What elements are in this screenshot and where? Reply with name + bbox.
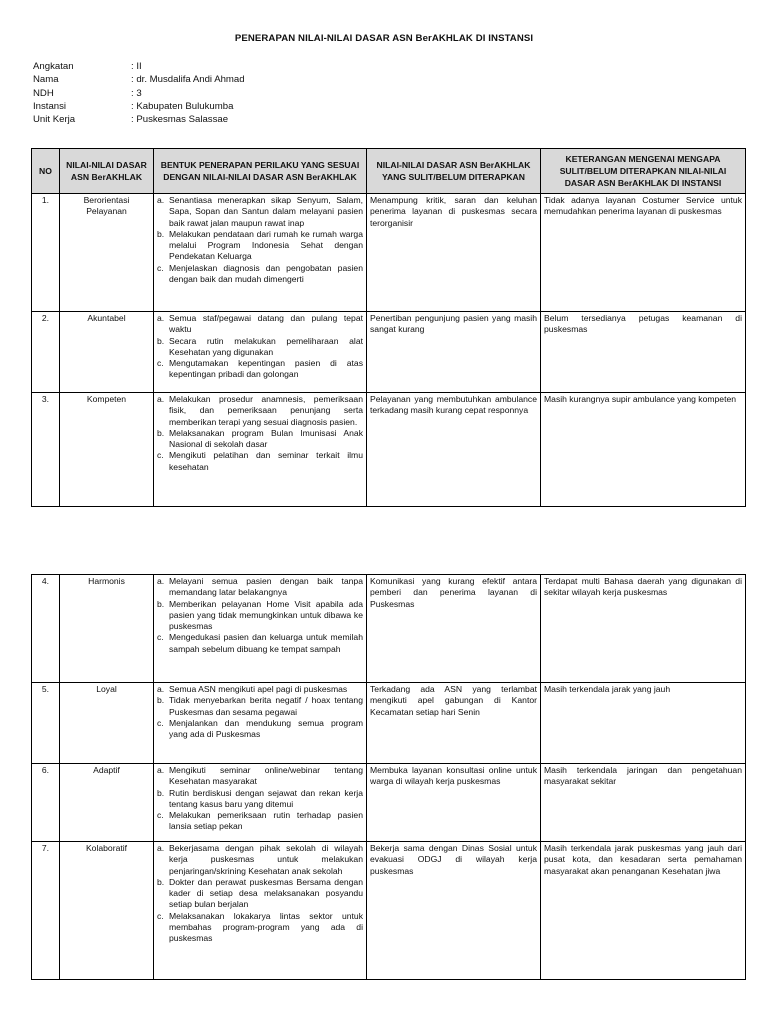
row-number: 2. (32, 312, 60, 393)
info-value: : Kabupaten Bulukumba (131, 100, 234, 112)
table-row (32, 312, 746, 393)
row-keterangan: Tidak adanya layanan Costumer Service untuk memudahkan penerima layanan di puskesmas (541, 194, 746, 312)
row-keterangan: Masih terkendala jarak yang jauh (541, 683, 746, 764)
info-value: : II (131, 61, 142, 72)
list-item (157, 336, 363, 359)
row-bentuk-list (154, 194, 367, 312)
list-text: Tidak menyebarkan berita negatif / hoax tentang Puskesmas dan sesama pegawai (169, 695, 363, 717)
list-item (157, 195, 363, 229)
row-keterangan: Masih terkendala jarak puskesmas yang jauh dari pusat kota, dan kesadaran serta pemahaman masyarakat akan penanganan Kesehatan jiwa (541, 842, 746, 980)
bentuk-list (157, 684, 363, 740)
list-item (157, 843, 363, 877)
header-no: NO (32, 149, 60, 194)
list-marker: c. (157, 810, 164, 821)
row-number: 3. (32, 393, 60, 507)
bentuk-list (157, 576, 363, 655)
list-item (157, 263, 363, 286)
bentuk-list (157, 394, 363, 473)
list-text: Melaksanakan lokakarya lintas sektor untuk membahas program-program yang ada di puskesmas (169, 910, 363, 944)
list-text: Menjelaskan diagnosis dan pengobatan pasien dengan baik dan mudah dimengerti (169, 262, 363, 285)
bentuk-list (157, 843, 363, 945)
page-title: PENERAPAN NILAI-NILAI DASAR ASN BerAKHLAK DI INSTANSI (234, 33, 534, 44)
list-item (157, 911, 363, 945)
row-keterangan: Masih terkendala jaringan dan pengetahuan masyarakat sekitar (541, 764, 746, 842)
list-text: Semua staf/pegawai datang dan pulang tepat waktu (169, 313, 363, 335)
info-label: Unit Kerja (33, 114, 76, 126)
list-marker: b. (157, 787, 165, 798)
info-row-nama (33, 73, 245, 86)
list-marker: c. (157, 358, 164, 369)
list-text: Mengikuti seminar online/webinar tentang Kesehatan masyarakat (169, 765, 363, 787)
list-marker: b. (157, 598, 165, 609)
table-body (32, 575, 746, 980)
row-bentuk-list (154, 575, 367, 683)
info-label: NDH (33, 87, 54, 99)
list-marker: a. (157, 313, 165, 323)
row-sulit: Terkadang ada ASN yang terlambat mengikuti apel gabungan di Kantor Kecamatan setiap hari Senin (367, 683, 541, 764)
row-number: 4. (32, 575, 60, 683)
row-number: 1. (32, 194, 60, 312)
list-marker: b. (157, 695, 165, 706)
list-text: Semua ASN mengikuti apel pagi di puskesmas (169, 684, 348, 694)
row-nilai: Adaptif (60, 764, 154, 842)
list-item (157, 229, 363, 263)
table-row (32, 575, 746, 683)
row-sulit: Penertiban pengunjung pasien yang masih sangat kurang (367, 312, 541, 393)
list-item (157, 810, 363, 833)
list-item (157, 632, 363, 655)
row-nilai: Kompeten (60, 393, 154, 507)
list-marker: a. (157, 394, 165, 404)
list-text: Secara rutin melakukan pemeliharaan alat Kesehatan yang digunakan (169, 335, 363, 357)
list-text: Dokter dan perawat puskesmas Bersama dengan kader di setiap desa melaksanakan posyandu setiap bulan berjalan (169, 876, 363, 910)
list-text: Rutin berdiskusi dengan sejawat dan rekan kerja tentang kasus baru yang ditemui (169, 787, 363, 809)
values-table-page-1 (31, 148, 746, 507)
list-marker: c. (157, 632, 164, 643)
info-label: Instansi (33, 100, 67, 112)
row-number: 7. (32, 842, 60, 980)
bentuk-list (157, 765, 363, 833)
header-nilai: NILAI-NILAI DASAR ASN BerAKHLAK (60, 149, 154, 194)
list-text: Melayani semua pasien dengan baik tanpa memandang latar belakangnya (169, 576, 363, 598)
list-marker: a. (157, 684, 165, 694)
header-keterangan: KETERANGAN MENGENAI MENGAPA SULIT/BELUM DITERAPKAN NILAI-NILAI DASAR ASN BerAKHLAK DI INSTANSI (541, 149, 746, 194)
row-sulit: Komunikasi yang kurang efektif antara pemberi dan penerima layanan di Puskesmas (367, 575, 541, 683)
info-row-instansi (33, 100, 245, 113)
list-marker: c. (157, 910, 164, 921)
table-row (32, 764, 746, 842)
list-marker: b. (157, 335, 165, 346)
list-item (157, 684, 363, 695)
list-text: Menjalankan dan mendukung semua program yang ada di Puskesmas (169, 717, 363, 740)
list-text: Bekerjasama dengan pihak sekolah di wilayah kerja puskesmas untuk melakukan penjaringan/skrining Kesehatan anak sekolah (169, 843, 363, 876)
list-text: Melakukan prosedur anamnesis, pemeriksaan fisik, dan pemeriksaan penunjang serta memberikan terapi yang sesuai diagnosis pasien. (169, 394, 363, 427)
list-item (157, 428, 363, 451)
list-marker: a. (157, 765, 165, 775)
values-table-page-2 (31, 574, 746, 980)
row-nilai: Berorientasi Pelayanan (60, 194, 154, 312)
info-row-ndh (33, 87, 245, 100)
list-text: Memberikan pelayanan Home Visit apabila ada pasien yang tidak memungkinkan untuk dibawa ke puskesmas (169, 598, 363, 632)
list-marker: a. (157, 576, 165, 586)
list-item (157, 765, 363, 788)
row-nilai: Loyal (60, 683, 154, 764)
identity-block (33, 60, 245, 126)
list-item (157, 313, 363, 336)
list-text: Melaksanakan program Bulan Imunisasi Anak Nasional di sekolah dasar (169, 427, 363, 450)
list-text: Melakukan pemeriksaan rutin terhadap pasien lansia setiap pekan (169, 810, 363, 832)
table-body (32, 194, 746, 507)
list-marker: c. (157, 262, 164, 273)
row-sulit: Menampung kritik, saran dan keluhan penerima layanan di puskesmas secara terorganisir (367, 194, 541, 312)
list-item (157, 788, 363, 811)
row-bentuk-list (154, 393, 367, 507)
table-row (32, 194, 746, 312)
info-row-angkatan (33, 60, 245, 73)
info-row-unit-kerja (33, 113, 245, 126)
list-marker: b. (157, 427, 165, 438)
header-bentuk: BENTUK PENERAPAN PERILAKU YANG SESUAI DENGAN NILAI-NILAI DASAR ASN BerAKHLAK (154, 149, 367, 194)
row-bentuk-list (154, 683, 367, 764)
list-marker: a. (157, 195, 165, 205)
list-marker: c. (157, 450, 164, 461)
row-number: 5. (32, 683, 60, 764)
info-value: : 3 (131, 87, 142, 99)
list-marker: b. (157, 228, 165, 239)
list-item (157, 450, 363, 473)
list-text: Senantiasa menerapkan sikap Senyum, Salam, Sapa, Sopan dan Santun dalam melayani pasien baik rawat jalan maupun rawat inap (169, 195, 363, 228)
header-sulit: NILAI-NILAI DASAR ASN BerAKHLAK YANG SULIT/BELUM DITERAPKAN (367, 149, 541, 194)
list-item (157, 394, 363, 428)
table-row (32, 842, 746, 980)
list-item (157, 358, 363, 381)
row-sulit: Pelayanan yang membutuhkan ambulance terkadang masih kurang cepat responnya (367, 393, 541, 507)
bentuk-list (157, 195, 363, 285)
list-marker: a. (157, 843, 165, 853)
list-item (157, 576, 363, 599)
bentuk-list (157, 313, 363, 381)
row-nilai: Akuntabel (60, 312, 154, 393)
row-sulit: Membuka layanan konsultasi online untuk warga di wilayah kerja puskesmas (367, 764, 541, 842)
list-marker: b. (157, 876, 165, 887)
list-item (157, 718, 363, 741)
row-number: 6. (32, 764, 60, 842)
row-keterangan: Terdapat multi Bahasa daerah yang digunakan di sekitar wilayah kerja puskesmas (541, 575, 746, 683)
info-value: : Puskesmas Salassae (131, 114, 229, 126)
list-text: Mengedukasi pasien dan keluarga untuk memilah sampah sebelum dibuang ke tempat sampah (169, 632, 363, 654)
table-row (32, 393, 746, 507)
row-keterangan: Belum tersedianya petugas keamanan di puskesmas (541, 312, 746, 393)
row-sulit: Bekerja sama dengan Dinas Sosial untuk evakuasi ODGJ di wilayah kerja puskesmas (367, 842, 541, 980)
row-bentuk-list (154, 842, 367, 980)
table-row (32, 683, 746, 764)
list-item (157, 695, 363, 718)
list-item (157, 877, 363, 911)
table-header-row (32, 149, 746, 194)
row-bentuk-list (154, 312, 367, 393)
info-label: Angkatan (33, 61, 74, 72)
info-value: : dr. Musdalifa Andi Ahmad (131, 74, 245, 86)
list-text: Mengutamakan kepentingan pasien di atas kepentingan pribadi dan golongan (169, 358, 363, 380)
info-label: Nama (33, 74, 59, 86)
row-nilai: Harmonis (60, 575, 154, 683)
list-text: Mengikuti pelatihan dan seminar terkait ilmu kesehatan (169, 450, 363, 472)
list-text: Melakukan pendataan dari rumah ke rumah warga melalui Program Indonesia Sehat dengan Pendekatan Keluarga (169, 228, 363, 262)
row-nilai: Kolaboratif (60, 842, 154, 980)
row-keterangan: Masih kurangnya supir ambulance yang kompeten (541, 393, 746, 507)
list-item (157, 599, 363, 633)
row-bentuk-list (154, 764, 367, 842)
list-marker: c. (157, 717, 164, 728)
